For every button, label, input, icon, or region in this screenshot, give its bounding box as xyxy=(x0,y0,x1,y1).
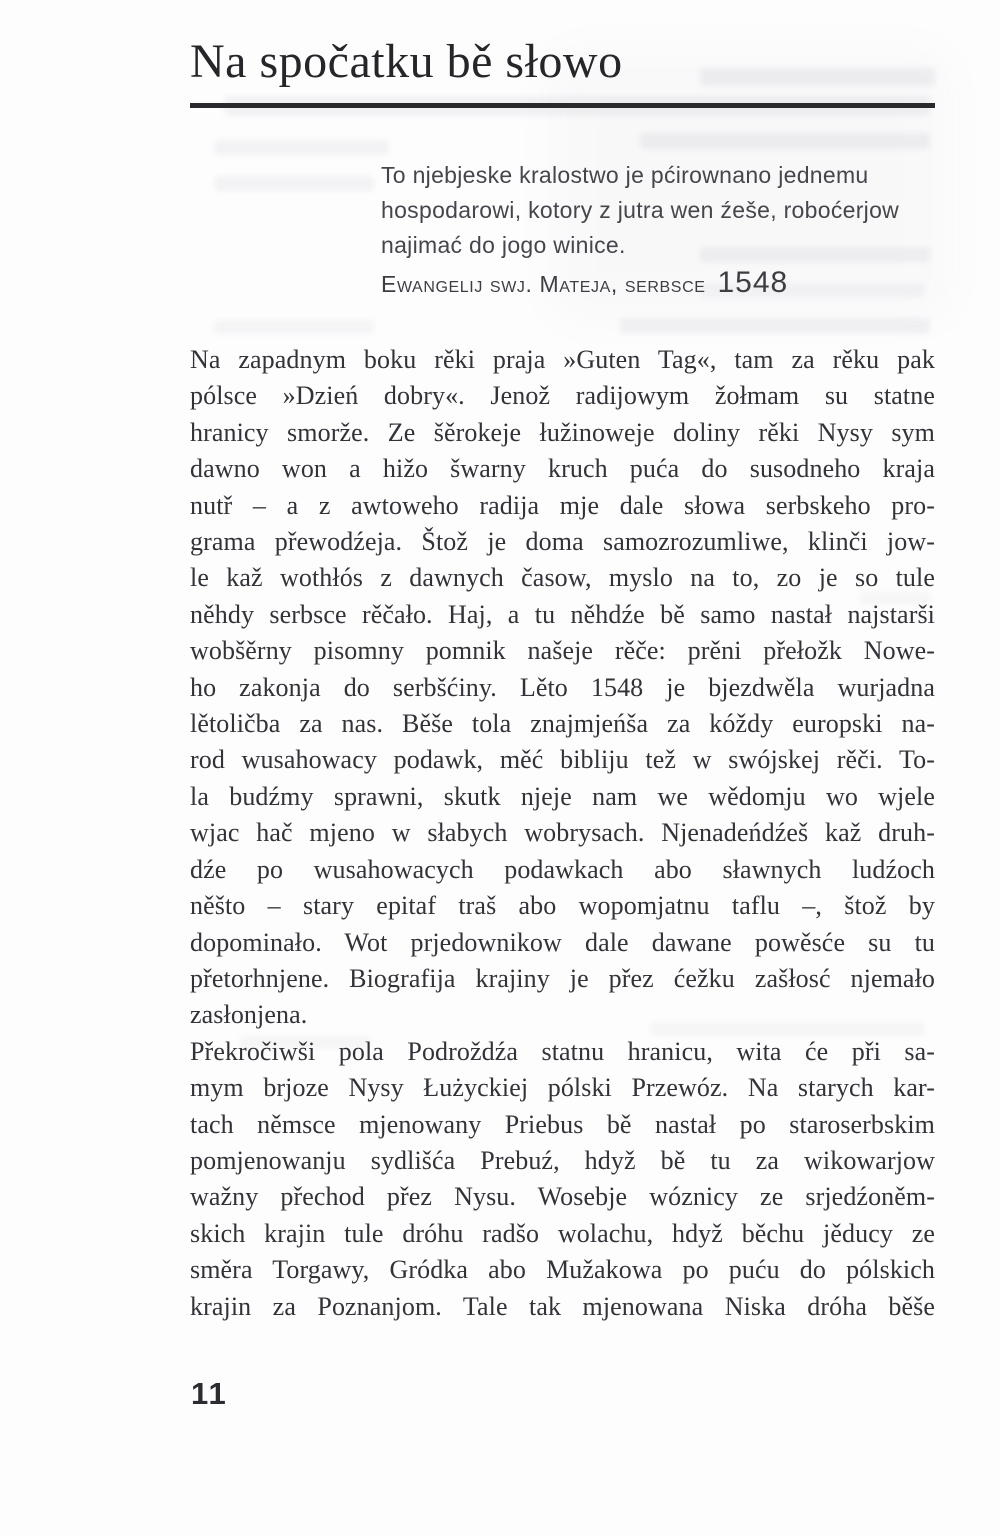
page-number: 11 xyxy=(191,1376,228,1411)
body-line: tach němsce mjenowany Priebus bě nastał po staroserbskim xyxy=(190,1109,935,1139)
body-line: skich krajin tule dróhu radšo wolachu, hdyž běchu jěducy ze xyxy=(190,1218,935,1248)
body-line: dopominało. Wot prjedownikow dale dawane powěsće su tu xyxy=(190,927,935,957)
body-line: pólsce »Dzień dobry«. Jenož radijowym žołmam su statne xyxy=(190,381,935,411)
body-line: pomjenowanju sydlišća Prebuź, hdyž bě tu za wikowarjow xyxy=(190,1145,935,1175)
body-line: le kaž wothłós z dawnych časow, myslo na to, zo je so tule xyxy=(190,563,935,593)
body-line: dźe po wusahowacych podawkach abo sławnych ludźoch xyxy=(190,854,935,884)
body-line: hranicy smorže. Ze šěrokeje łužinoweje doliny rěki Nysy sym xyxy=(190,417,935,447)
body-line: nutř – a z awtoweho radija mje dale słowa serbskeho pro- xyxy=(190,490,935,520)
bleedthrough-artifact xyxy=(214,320,374,334)
bleedthrough-artifact xyxy=(620,318,930,334)
body-line: wobšěrny pisomny pomnik našeje rěče: prěni přełožk Nowe- xyxy=(190,636,935,666)
body-line: wažny přechod přez Nysu. Wosebje wóznicy ze srjedźoněm- xyxy=(190,1182,935,1212)
body-line: lětoličba za nas. Běše tola znajmjeńša za kóždy europski na- xyxy=(190,709,935,739)
epigraph-text xyxy=(381,158,929,263)
bleedthrough-artifact xyxy=(640,133,930,149)
body-text xyxy=(190,342,935,1325)
body-line: zasłonjena. xyxy=(190,1000,308,1030)
epigraph-year: 1548 xyxy=(717,266,789,299)
body-line: Překročiwši pola Podroždźa statnu hranicu, wita će při sa- xyxy=(190,1036,935,1066)
epigraph-attribution xyxy=(381,266,788,300)
bleedthrough-artifact xyxy=(214,140,389,155)
body-line: la budźmy sprawni, skutk njeje nam we wědomju wo wjele xyxy=(190,781,935,811)
chapter-title: Na spočatku bě słowo xyxy=(190,35,623,88)
body-line: dawno won a hižo šwarny kruch puća do susodneho kraja xyxy=(190,454,935,484)
body-line: grama přewodźeja. Štož je doma samozrozumliwe, klinči jow- xyxy=(190,527,935,557)
bleedthrough-artifact xyxy=(214,176,374,191)
body-line: krajin za Poznanjom. Tale tak mjenowana Niska dróha běše xyxy=(190,1291,935,1321)
body-line: ho zakonja do serbšćiny. Lěto 1548 je bjezdwěla wurjadna xyxy=(190,672,935,702)
body-line: přetorhnjene. Biografija krajiny je přez ćežku zašłosć njemało xyxy=(190,963,935,993)
body-line: něšto – stary epitaf traš abo wopomjatnu taflu –, štož by xyxy=(190,891,935,921)
epigraph-line: najimać do jogo winice. xyxy=(381,232,626,258)
body-line: mym brjoze Nysy Łużyckiej pólski Przewóz. Na starych kar- xyxy=(190,1073,935,1103)
epigraph-line: hospodarowi, kotory z jutra wen źeše, roboćerjow xyxy=(381,197,900,223)
title-rule xyxy=(190,103,935,108)
body-line: rod wusahowacy podawk, měć bibliju tež w swójskej rěči. To- xyxy=(190,745,935,775)
body-line: něhdy serbsce rěčało. Haj, a tu něhdźe bě samo nastał najstarši xyxy=(190,599,935,629)
body-line: Na zapadnym boku rěki praja »Guten Tag«, tam za rěku pak xyxy=(190,345,935,374)
epigraph-source: Ewangelij swj. Mateja, serbsce xyxy=(381,271,706,297)
epigraph-line: To njebjeske kralostwo je pćirownano jednemu xyxy=(381,162,869,188)
body-line: směra Torgawy, Gródka abo Mužakowa po puću do pólskich xyxy=(190,1255,935,1285)
body-line: wjac hač mjeno w słabych wobrysach. Njenadeńdźeš kaž druh- xyxy=(190,818,935,848)
